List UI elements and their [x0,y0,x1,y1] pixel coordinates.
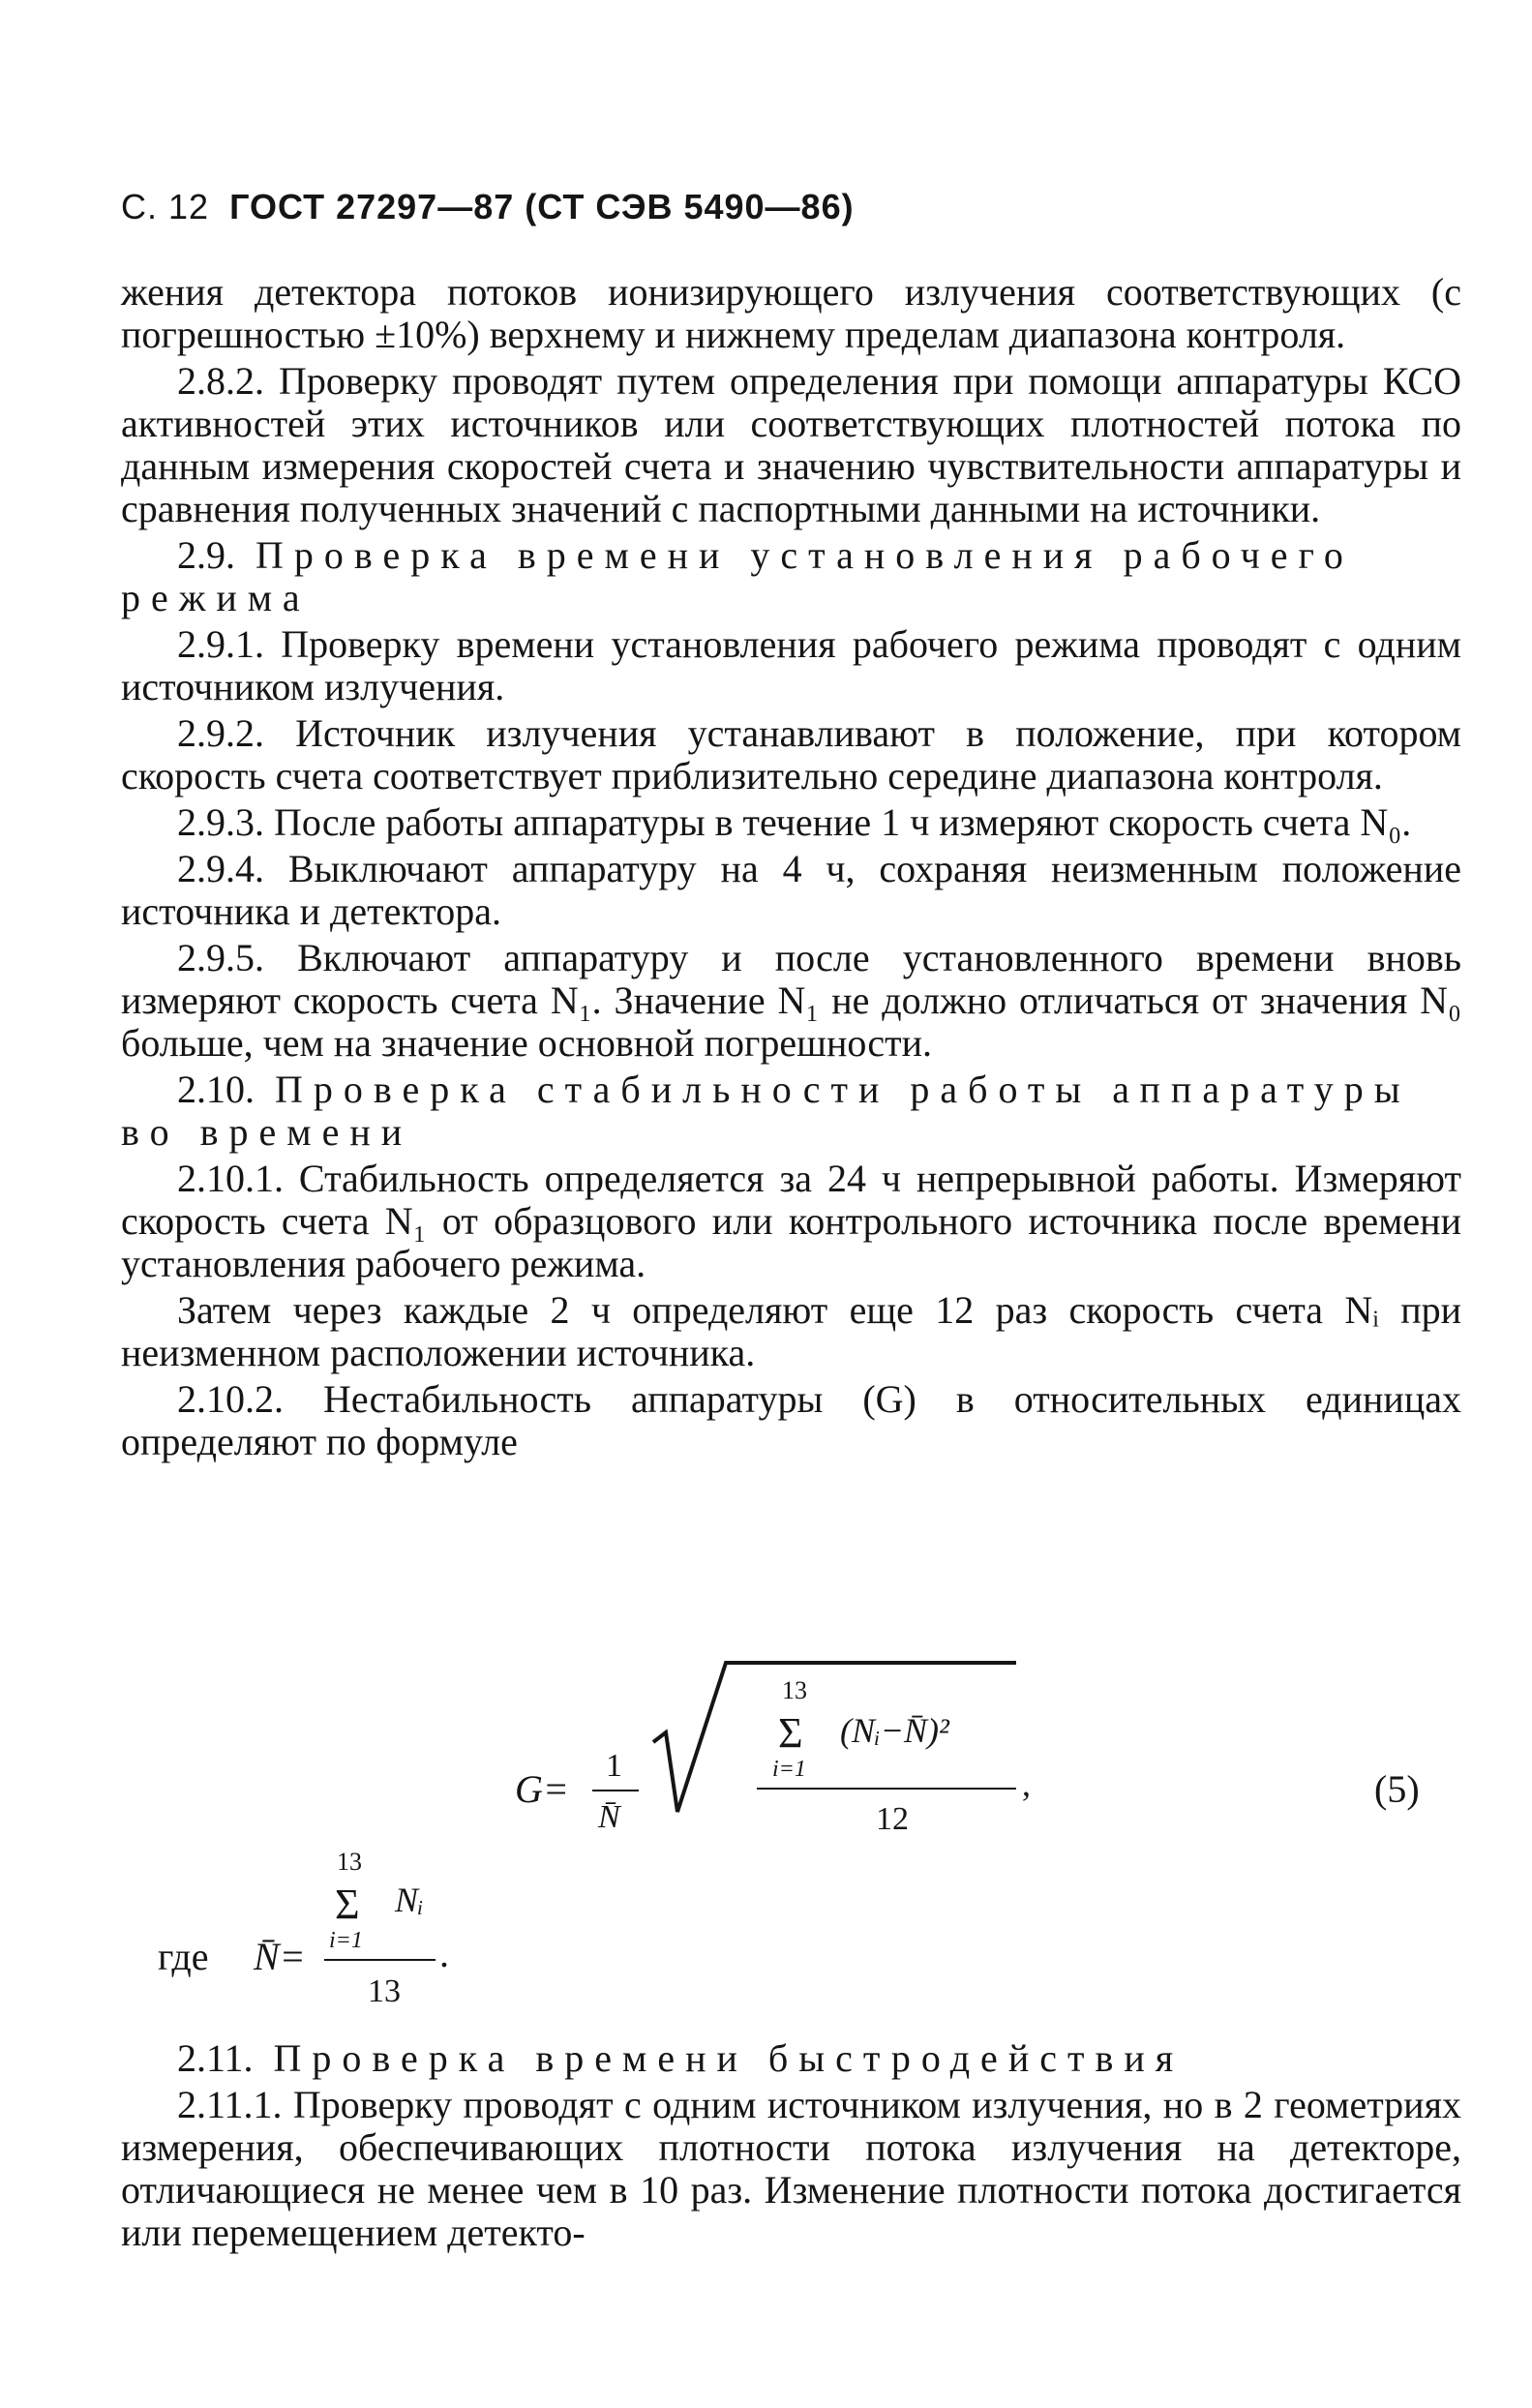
formula-den: 12 [876,1801,909,1837]
where-den: 13 [368,1973,401,2009]
section-heading: 2.10. Проверка стабильности работы аппаратуры во времени [121,1068,1411,1154]
sum-bottom: i=1 [772,1757,806,1782]
where-sigma: Σ [335,1881,360,1928]
equation-number: (5) [1374,1767,1420,1811]
sum-top: 13 [782,1676,807,1704]
paragraph: жения детектора потоков ионизирующего излучения соответствующих (с погрешностью ±10%) верхнему и нижнему пределам диапазона контроля. [121,270,1461,356]
where-sum-bottom: i=1 [329,1928,363,1953]
sigma: Σ [778,1709,803,1757]
paragraph: 2.9.2. Источник излучения устанавливают в положение, при котором скорость счета соответствует приблизительно середине диапазона контроля. [121,711,1461,798]
paragraph: 2.10.1. Стабильность определяется за 24 ч непрерывной работы. Измеряют скорость счета N₁ от образцового или контрольного источника после времени установления рабочего режима. [121,1157,1461,1285]
where-sum-top: 13 [337,1848,362,1876]
sqrt-sign [653,1663,1016,1812]
body-text [121,271,1461,1467]
paragraph: 2.9.4. Выключают аппаратуру на 4 ч, сохраняя неизменным положение источника и детектора. [121,847,1461,933]
paragraph: 2.11.1. Проверку проводят с одним источником излучения, но в 2 геометриях измерения, обеспечивающих плотности потока излучения на детекторе, отличающиеся не менее чем в 10 раз. Изменение плотности потока достигается или перемещением детекто- [121,2083,1461,2254]
formula-frac-num: 1 [606,1748,622,1784]
paragraph: 2.9.5. Включают аппаратуру и после установленного времени вновь измеряют скорость счета N₁. Значение N₁ не должно отличаться от значения N₀ больше, чем на значение основной погрешности. [121,936,1461,1065]
paragraph: 2.10.2. Нестабильность аппаратуры (G) в относительных единицах определяют по формуле [121,1377,1461,1463]
page-header [121,187,855,227]
body-text-bottom [121,2037,1461,2258]
where-term: Nᵢ [395,1881,424,1919]
section-heading: 2.9. Проверка времени установления рабочего режима [121,533,1354,619]
formula-comma: , [1022,1764,1031,1803]
section-heading: 2.11. Проверка времени быстродействия [177,2036,1185,2080]
formula-frac-den: N̄ [598,1799,620,1835]
document-title: ГОСТ 27297—87 (СТ СЭВ 5490—86) [229,187,855,226]
formula-lhs: G= [515,1767,569,1811]
where-lhs: N̄= [254,1935,306,1978]
paragraph: 2.8.2. Проверку проводят путем определения при помощи аппаратуры КСО активностей этих источников или соответствующих плотностей потока по данным измерения скоростей счета и значению чувствительности аппаратуры и сравнения полученных значений с паспортными данными на источники. [121,359,1461,530]
paragraph: 2.9.3. После работы аппаратуры в течение 1 ч измеряют скорость счета N₀. [177,800,1412,844]
paragraph: Затем через каждые 2 ч определяют еще 12 раз скорость счета Nᵢ при неизменном расположении источника. [121,1288,1461,1374]
where-end: . [439,1932,449,1975]
where-label: где [158,1935,209,1978]
paragraph: 2.9.1. Проверку времени установления рабочего режима проводят с одним источником излучения. [121,622,1461,708]
page-number: С. 12 [121,187,210,226]
sum-term: (Nᵢ−N̄)² [840,1711,949,1750]
